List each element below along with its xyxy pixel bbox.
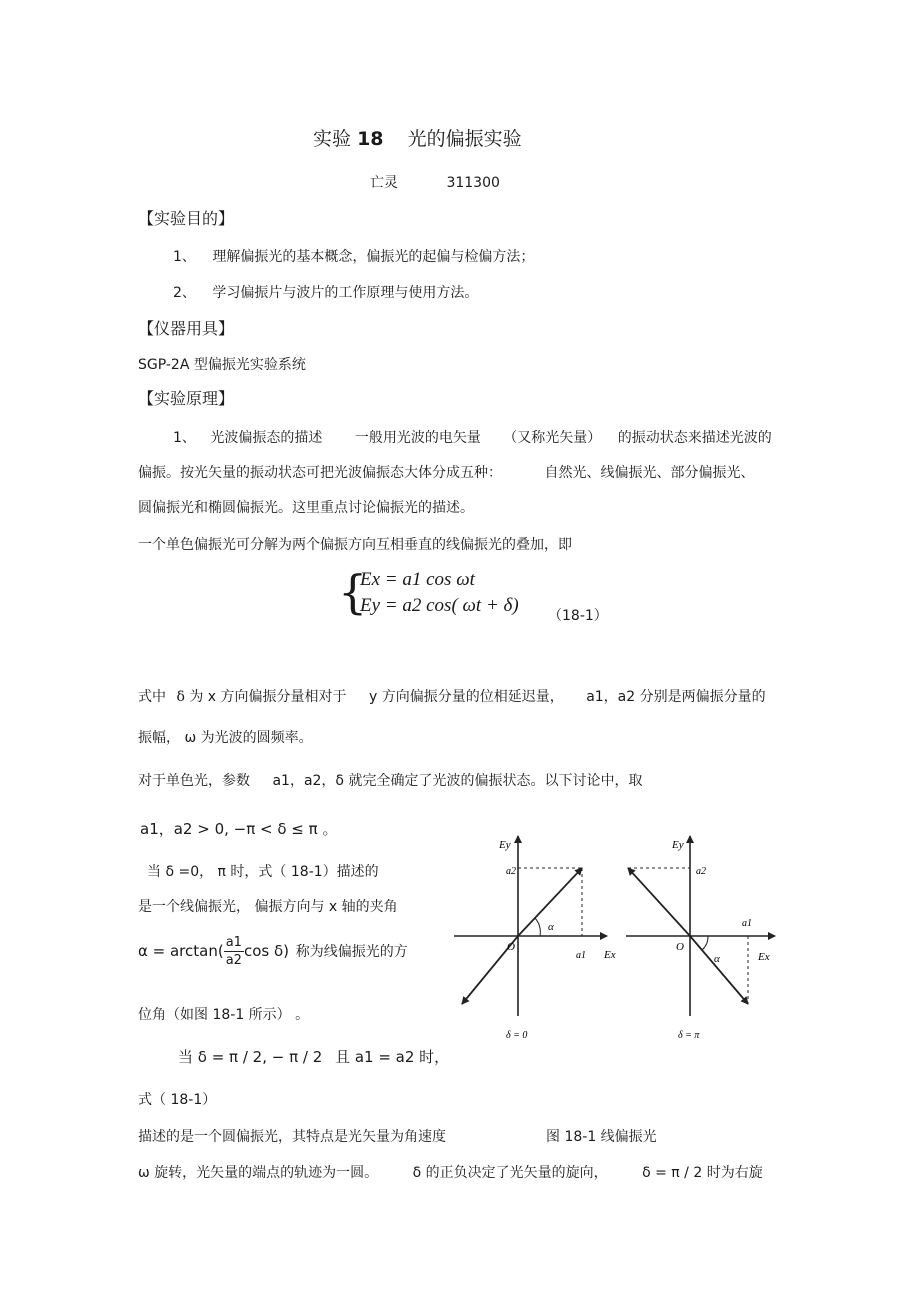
title-text: 光的偏振实验 <box>407 128 522 150</box>
text: 为 x 方向偏振分量相对于 <box>189 689 347 705</box>
text: y 方向偏振分量的位相延迟量， <box>368 689 564 705</box>
left-ey-label: Ey <box>499 839 511 851</box>
text: δ 的正负决定了光矢量的旋向， <box>412 1165 608 1181</box>
right-alpha-label: α <box>714 953 720 965</box>
left-alpha-label: α <box>548 921 554 933</box>
purpose-item-1 <box>173 246 534 266</box>
principle-line-3: 圆偏振光和椭圆偏振光。这里重点讨论偏振光的描述。 <box>138 500 474 516</box>
right-a2-label: a2 <box>696 866 706 877</box>
fraction-denominator: a2 <box>225 953 242 968</box>
text: α = arctan( <box>138 942 224 960</box>
principle-text: 自然光、线偏振光、部分偏振光、 <box>544 465 755 481</box>
apparatus-text: SGP-2A 型偏振光实验系统 <box>138 357 306 373</box>
text: a1，a2，δ <box>272 773 344 789</box>
author-line <box>370 172 500 192</box>
text: cos δ) <box>243 942 289 960</box>
purpose-item-2 <box>173 282 478 302</box>
page-title <box>313 124 522 151</box>
right-caption: δ = π <box>678 1030 700 1041</box>
principle-line-8: a1，a2 > 0, −π < δ ≤ π 。 <box>140 820 338 838</box>
principle-text: 偏振。按光矢量的振动状态可把光波偏振态大体分成五种： <box>138 465 502 481</box>
right-angle-arc <box>702 936 708 950</box>
text: 对于单色光，参数 <box>138 773 250 789</box>
left-a1-label: a1 <box>576 950 586 961</box>
left-ex-label: Ex <box>604 949 616 961</box>
equation-line-2: Ey = a2 cos( ωt + δ) <box>360 595 519 616</box>
equation-18-1 <box>338 566 538 622</box>
text: ω 旋转，光矢量的端点的轨迹为一圆。 <box>138 1165 379 1181</box>
principle-text-c: 的振动状态来描述光波的 <box>617 430 772 446</box>
text: 且 a1 = a2 时， <box>335 1048 450 1066</box>
principle-line-1 <box>173 427 772 447</box>
purpose-item-text: 理解偏振光的基本概念，偏振光的起偏与检偏方法； <box>212 249 535 265</box>
text: 当 δ = π / 2, − π / 2 <box>178 1048 323 1066</box>
left-angle-arc <box>535 918 540 936</box>
principle-line-7 <box>138 770 642 790</box>
equation-line-1: Ex = a1 cos ωt <box>360 569 475 590</box>
principle-line-14: 式（ 18-1） <box>138 1092 217 1108</box>
equation-label: （18-1） <box>548 608 608 624</box>
title-prefix: 实验 <box>313 128 352 150</box>
principle-line-9: 当 δ =0， π 时，式（ 18-1）描述的 <box>147 864 379 880</box>
left-caption: δ = 0 <box>506 1030 528 1041</box>
principle-line-5 <box>138 686 766 706</box>
principle-text-b: （又称光矢量） <box>503 430 602 446</box>
text: 称为线偏振光的方 <box>295 944 408 960</box>
fraction-numerator: a1 <box>225 935 242 950</box>
right-a1-label: a1 <box>742 918 752 929</box>
brace-symbol: { <box>338 565 368 619</box>
principle-text-a: 一般用光波的电矢量 <box>354 430 481 446</box>
purpose-item-num: 2、 <box>173 285 196 301</box>
left-origin-label: O <box>507 941 515 953</box>
section-principle-heading: 【实验原理】 <box>138 389 235 408</box>
text: δ = π / 2 时为右旋 <box>642 1165 763 1181</box>
right-vector-down <box>690 936 748 1004</box>
text: 式中 <box>138 689 166 705</box>
left-a2-label: a2 <box>506 866 516 877</box>
purpose-item-num: 1、 <box>173 249 196 265</box>
principle-line-10: 是一个线偏振光， 偏振方向与 x 轴的夹角 <box>138 899 398 915</box>
diagram-delta-pi <box>626 836 775 1041</box>
author-name: 亡灵 <box>370 175 398 191</box>
fraction <box>224 936 244 967</box>
principle-line-11 <box>138 936 408 967</box>
text: 就完全确定了光波的偏振状态。以下讨论中，取 <box>348 773 643 789</box>
right-origin-label: O <box>676 941 684 953</box>
principle-line-12: 位角（如图 18-1 所示） 。 <box>138 1007 310 1023</box>
delta-symbol: δ <box>176 689 185 705</box>
principle-num: 1、 <box>173 430 196 446</box>
figure-18-1 <box>450 826 780 1046</box>
principle-line-13 <box>178 1046 449 1067</box>
text: 描述的是一个圆偏振光，其特点是光矢量为角速度 <box>138 1129 446 1145</box>
section-purpose-heading: 【实验目的】 <box>138 209 235 228</box>
principle-head: 光波偏振态的描述 <box>210 430 323 446</box>
title-number: 18 <box>357 128 384 150</box>
text: a1，a2 分别是两偏振分量的 <box>586 689 766 705</box>
principle-line-15 <box>138 1126 446 1146</box>
section-apparatus-heading: 【仪器用具】 <box>138 319 235 338</box>
purpose-item-text: 学习偏振片与波片的工作原理与使用方法。 <box>212 285 479 301</box>
principle-line-2 <box>138 462 754 482</box>
figure-caption: 图 18-1 线偏振光 <box>546 1129 657 1145</box>
right-ey-label: Ey <box>672 839 684 851</box>
author-id: 311300 <box>446 175 500 191</box>
principle-line-4: 一个单色偏振光可分解为两个偏振方向互相垂直的线偏振光的叠加，即 <box>138 537 572 553</box>
principle-line-6: 振幅， ω 为光波的圆频率。 <box>138 730 313 746</box>
diagram-delta-zero <box>454 836 616 1041</box>
right-vector-up <box>628 868 690 936</box>
principle-line-16 <box>138 1162 763 1182</box>
right-ex-label: Ex <box>758 951 770 963</box>
